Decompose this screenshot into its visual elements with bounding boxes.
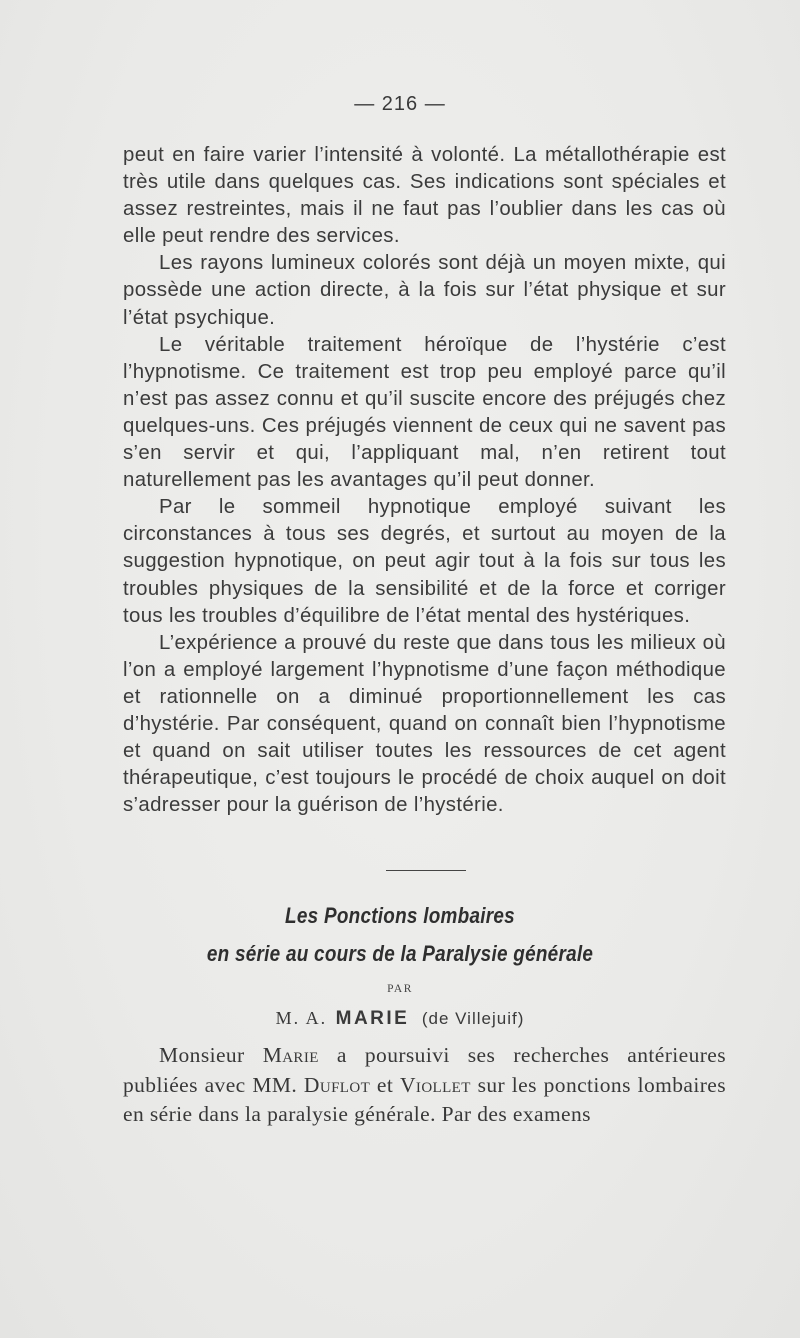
paragraph-continuation: peut en faire varier l’intensité à volonté. La métallothérapie est très utile dans quelques cas. Ses indications sont spéciales et assez restreintes, mais il ne faut pas l’oublier dans les cas où elle peut rendre des services. xyxy=(123,144,726,248)
paragraph-hypnotism-treatment: Le véritable traitement héroïque de l’hystérie c’est l’hypnotisme. Ce traitement est trop peu employé parce qu’il n’est pas assez connu et qu’il suscite encore des préjugés chez quelques-uns. Ces préjugés viennent de ceux qui ne savent pas s’en servir et qui, l’appliquant mal, n’en retirent tout naturellement pas les avantages qu’il peut donner. xyxy=(123,333,726,492)
author-affiliation: (de Villejuif) xyxy=(421,1009,525,1028)
article-title-line-1: Les Ponctions lombaires xyxy=(285,903,515,928)
article-intro xyxy=(123,1041,726,1130)
author-line xyxy=(0,1008,800,1030)
section-separator xyxy=(386,870,466,871)
author-initials: M. A. xyxy=(275,1008,328,1028)
paragraph-experience: L’expérience a prouvé du reste que dans tous les milieux où l’on a employé largement l’hypnotisme d’une façon méthodique et rationnelle on a diminué proportionnellement les cas d’hystérie. Par conséquent, quand on connaît bien l’hypnotisme et quand on sait utiliser toutes les ressources de cet agent thérapeutique, c’est toujours le procédé de choix auquel on doit s’adresser pour la guérison de l’hystérie. xyxy=(123,631,726,817)
paragraph-light-rays: Les rayons lumineux colorés sont déjà un moyen mixte, qui possède une action directe, à la fois sur l’état physique et sur l’état psychique. xyxy=(123,252,726,329)
article-intro-paragraph xyxy=(123,1041,726,1130)
intro-text-4: sur les ponctions lombaires en série dans la paralysie générale. Par des examens xyxy=(123,1072,726,1126)
intro-text-1: Monsieur xyxy=(159,1043,263,1067)
page-number: — 216 — xyxy=(354,93,446,115)
name-duflot: Duflot xyxy=(303,1072,371,1097)
intro-text-2: a poursuivi ses recherches antérieures publiées avec MM. xyxy=(123,1043,726,1097)
author-name: MARIE xyxy=(335,1008,410,1029)
name-viollet: Viollet xyxy=(400,1072,471,1097)
article-title-line-2: en série au cours de la Paralysie générale xyxy=(206,941,594,966)
paragraph-hypnotic-sleep: Par le sommeil hypnotique employé suivant les circonstances à tous ses degrés, et surtout au moyen de la suggestion hypnotique, on peut agir tout à la fois sur tous les troubles physiques de la sensibilité et de la force et corriger tous les troubles d’équilibre de l’état mental des hystériques. xyxy=(123,496,726,627)
name-marie: Marie xyxy=(262,1043,319,1067)
intro-text-3: et xyxy=(370,1072,400,1097)
previous-article-text xyxy=(123,142,726,819)
byline-par: PAR xyxy=(387,983,413,995)
